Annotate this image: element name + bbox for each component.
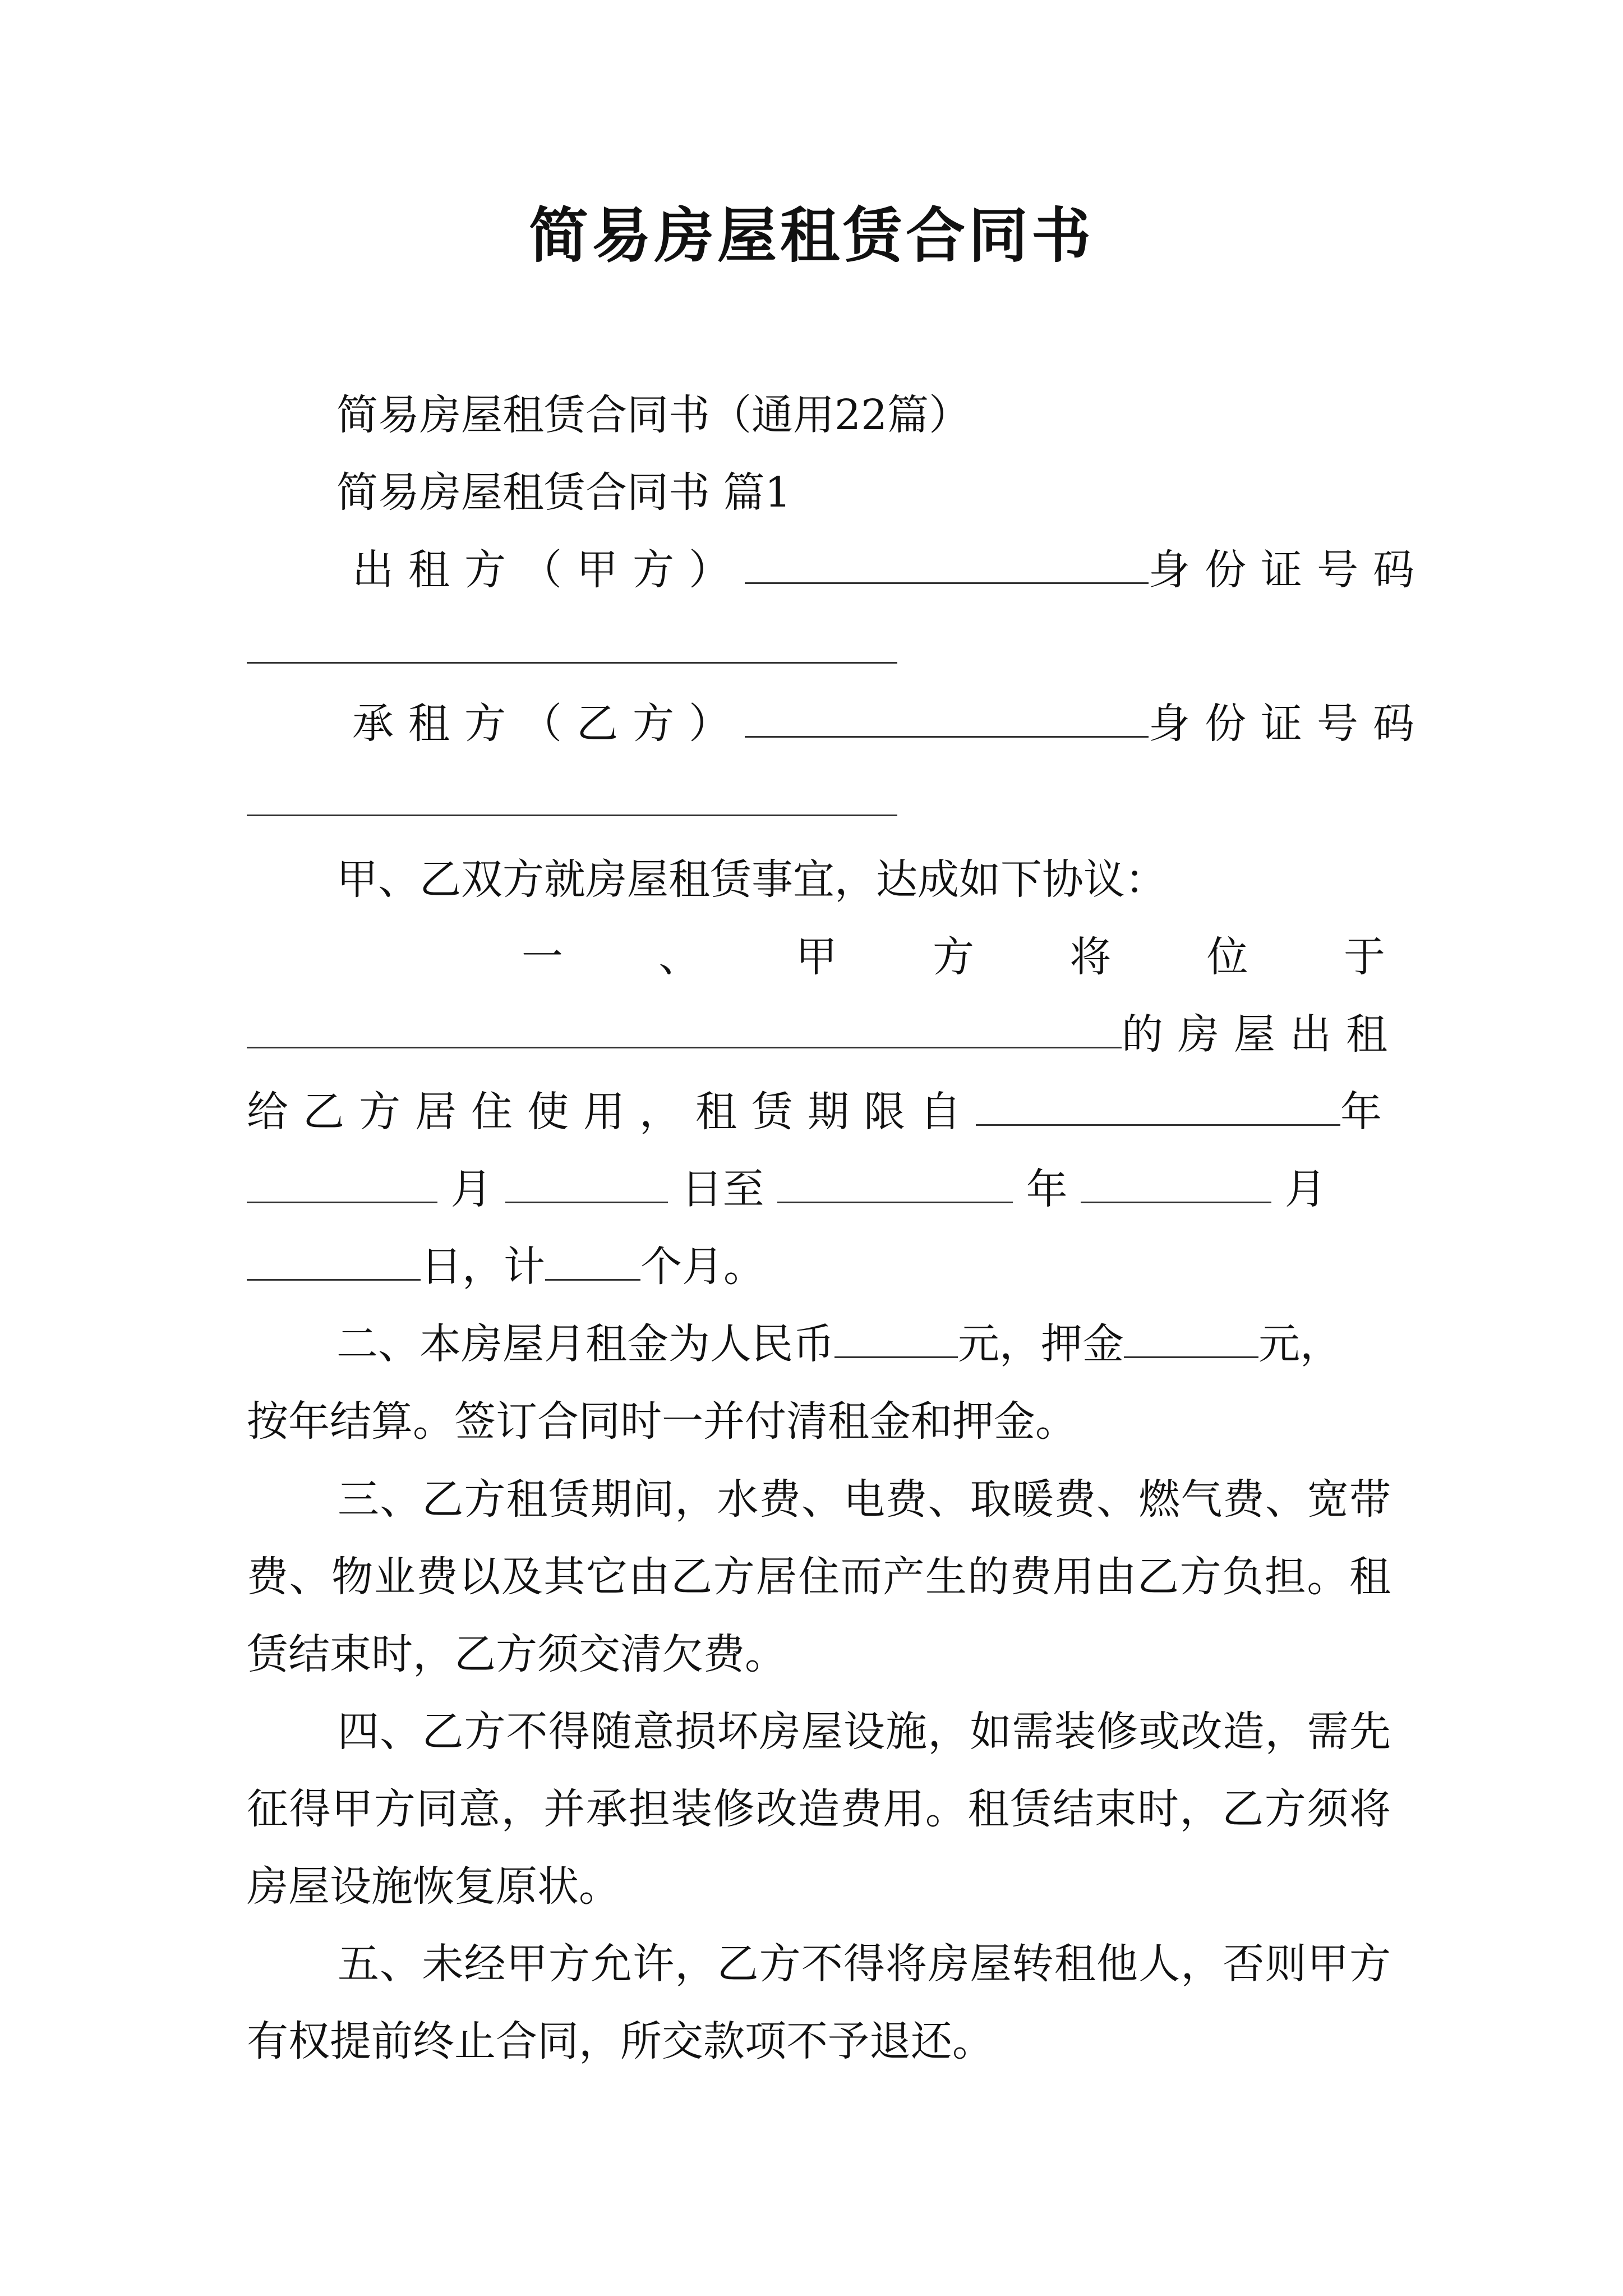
- start-month-blank: [247, 1161, 437, 1203]
- deposit-blank: [1124, 1316, 1258, 1358]
- months-label: 个月。: [640, 1243, 765, 1291]
- lessor-id-blank: [247, 662, 897, 664]
- clause1-char: 甲: [795, 933, 837, 981]
- clause1-char: 位: [1206, 933, 1248, 981]
- lessor-line: [352, 542, 1429, 598]
- clause1-suffix: 的房屋出租: [1122, 1010, 1402, 1059]
- clause2-deposit-text: 元，押金: [958, 1320, 1124, 1368]
- year-label: 年: [1340, 1088, 1396, 1136]
- agreement-intro: 甲、乙双方就房屋租赁事宜，达成如下协议：: [336, 855, 1166, 904]
- lessee-name-blank: [745, 696, 1149, 738]
- clause1-term-text: 给乙方居住使用，租赁期限自: [247, 1088, 976, 1136]
- clause3: 三、乙方租赁期间，水费、电费、取暖费、燃气费、宽带费、物业费以及其它由乙方居住而产生的费用由乙方负担。租赁结束时，乙方须交清欠费。: [247, 1475, 1391, 1678]
- start-day-blank: [505, 1161, 668, 1203]
- clause1-char: 方: [932, 933, 974, 981]
- end-year-blank: [777, 1161, 1013, 1203]
- lessee-id-blank: [247, 815, 897, 816]
- clause1-line2: [247, 1006, 1402, 1062]
- end-day-blank: [247, 1239, 421, 1281]
- lessor-id-label: 身份证号码: [1149, 546, 1429, 594]
- end-day-label: 日，计: [421, 1243, 545, 1291]
- clause2-line1: [336, 1316, 1341, 1372]
- document-subtitle: 简易房屋租赁合同书（通用22篇）: [336, 391, 971, 439]
- lessee-id-label: 身份证号码: [1149, 700, 1429, 748]
- lessor-label: 出租方（甲方）: [352, 546, 745, 594]
- lessor-name-blank: [745, 542, 1149, 584]
- clause1-char: 于: [1343, 933, 1385, 981]
- end-month-blank: [1081, 1161, 1271, 1203]
- year-label: 年: [1026, 1165, 1068, 1213]
- month-count-blank: [545, 1239, 640, 1281]
- clause1-spread: [247, 929, 1385, 985]
- clause4: 四、乙方不得随意损坏房屋设施，如需装修或改造，需先征得甲方同意，并承担装修改造费用。租赁结束时，乙方须将房屋设施恢复原状。: [247, 1708, 1391, 1911]
- rent-blank: [834, 1316, 958, 1358]
- document-title: 简易房屋租赁合同书: [529, 200, 1094, 270]
- start-year-blank: [976, 1084, 1340, 1126]
- clause1-line5: [247, 1239, 765, 1295]
- clause1-char: 一: [522, 933, 563, 981]
- section-heading: 简易房屋租赁合同书 篇1: [336, 468, 791, 517]
- clause1-line4: [247, 1161, 1326, 1217]
- clause1-char: 将: [1069, 933, 1112, 981]
- clause1-char: 、: [658, 933, 700, 981]
- clause2-yuan: 元，: [1258, 1320, 1341, 1368]
- clause1-line3: [247, 1084, 1396, 1140]
- clause2-line2: 按年结算。签订合同时一并付清租金和押金。: [247, 1397, 1077, 1446]
- address-blank: [247, 1006, 1122, 1048]
- to-label: 日至: [681, 1165, 764, 1213]
- clause2-rent-text: 二、本房屋月租金为人民币: [336, 1320, 834, 1368]
- lessee-label: 承租方（乙方）: [352, 700, 745, 748]
- month-label: 月: [1284, 1165, 1326, 1213]
- month-label: 月: [450, 1165, 492, 1213]
- clause5: 五、未经甲方允许，乙方不得将房屋转租他人，否则甲方有权提前终止合同，所交款项不予退还。: [247, 1940, 1391, 2065]
- lessee-line: [352, 696, 1429, 752]
